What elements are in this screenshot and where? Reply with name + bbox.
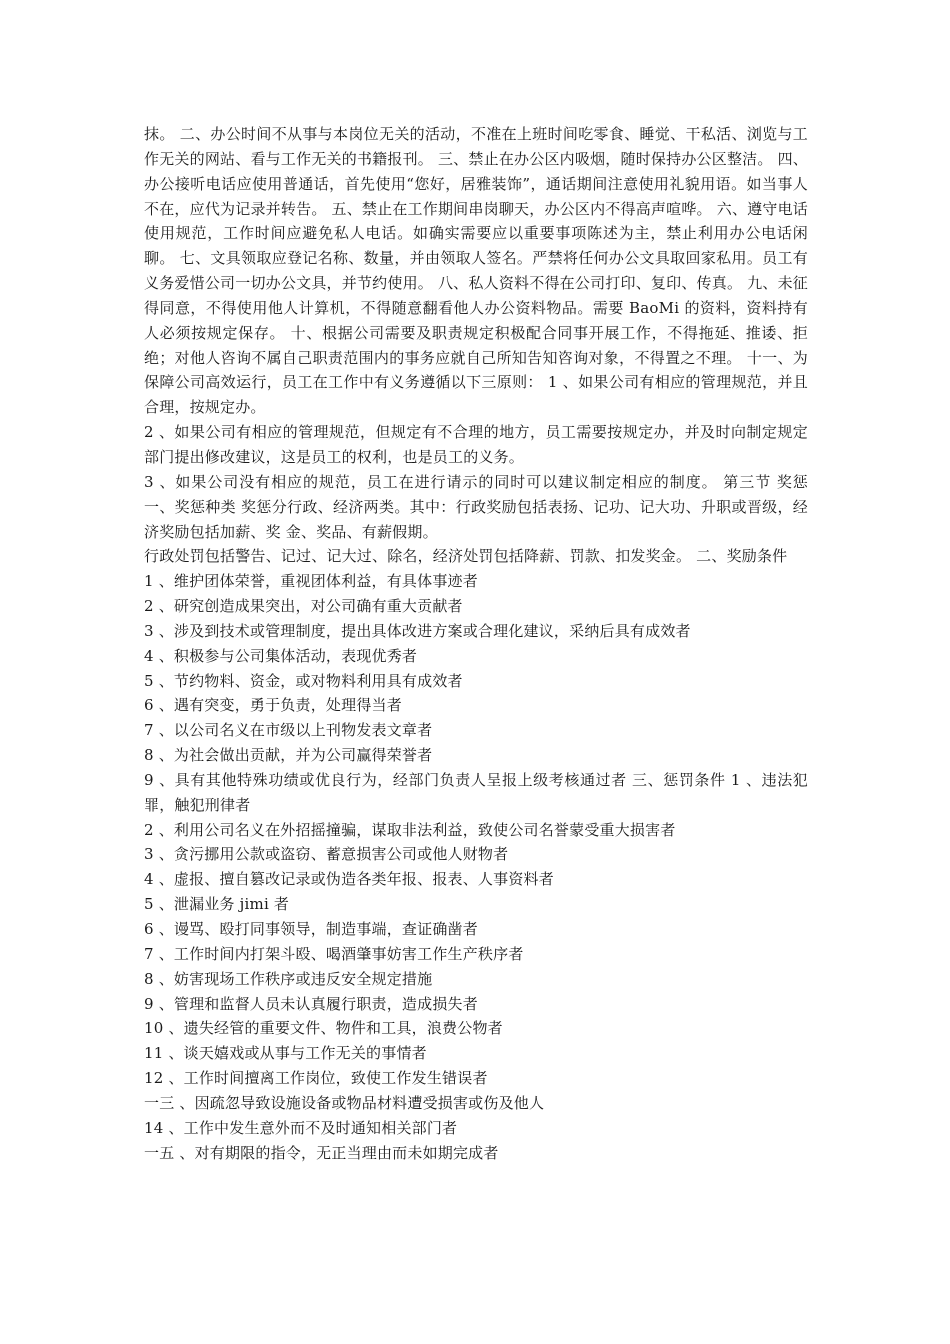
- list-item: 8 、为社会做出贡献，并为公司赢得荣誉者: [144, 746, 433, 765]
- document-body: [144, 122, 808, 1165]
- list-item: 10 、遗失经管的重要文件、物件和工具，浪费公物者: [144, 1019, 503, 1038]
- list-item: 12 、工作时间擅离工作岗位，致使工作发生错误者: [144, 1069, 488, 1088]
- list-item: 7 、以公司名义在市级以上刊物发表文章者: [144, 721, 433, 740]
- list-item: 1 、维护团体荣誉，重视团体利益，有具体事迹者: [144, 572, 478, 591]
- list-item: 5 、节约物料、资金，或对物料利用具有成效者: [144, 671, 463, 690]
- list-item: 一五 、对有期限的指令，无正当理由而未如期完成者: [144, 1143, 499, 1162]
- list-item: 6 、谩骂、殴打同事领导，制造事端，查证确凿者: [144, 920, 478, 938]
- list-item: 3 、涉及到技术或管理制度，提出具体改进方案或合理化建议，采纳后具有成效者: [144, 621, 691, 640]
- paragraph-principle-3: 3 、如果公司没有相应的规范，员工在进行请示的同时可以建议制定相应的制度。 第三节 奖惩 一、奖惩种类 奖惩分行政、经济两类。其中：行政奖励包括表扬、记功、记大功、升职或晋级，经济奖励包括加薪、奖 金、奖品、有薪假期。: [144, 472, 808, 541]
- paragraph-penalty-types: 行政处罚包括警告、记过、记大过、除名，经济处罚包括降薪、罚款、扣发奖金。 二、奖励条件: [144, 547, 788, 566]
- list-item: 11 、谈天嬉戏或从事与工作无关的事情者: [144, 1044, 427, 1063]
- list-item: 5 、泄漏业务 jimi 者: [144, 895, 290, 914]
- list-item: 4 、积极参与公司集体活动，表现优秀者: [144, 646, 418, 665]
- list-item: 3 、贪污挪用公款或盗窃、蓄意损害公司或他人财物者: [144, 845, 509, 864]
- list-item: 6 、遇有突变，勇于负责，处理得当者: [144, 696, 402, 715]
- list-item: 7 、工作时间内打架斗殴、喝酒肇事妨害工作生产秩序者: [144, 944, 524, 963]
- list-item: 一三 、因疏忽导致设施设备或物品材料遭受损害或伤及他人: [144, 1093, 545, 1112]
- paragraph-principle-2: 2 、如果公司有相应的管理规范，但规定有不合理的地方，员工需要按规定办，并及时向制定规定部门提出修改建议，这是员工的权利，也是员工的义务。: [144, 423, 808, 466]
- list-item: 8 、妨害现场工作秩序或违反安全规定措施: [144, 969, 433, 988]
- paragraph-office-rules: 抹。 二、办公时间不从事与本岗位无关的活动，不准在上班时间吃零食、睡觉、干私活、浏览与工作无关的网站、看与工作无关的书籍报刊。 三、禁止在办公区内吸烟，随时保持办公区整洁。 四、办公接听电话应使用普通话，首先使用“您好，居雅装饰”，通话期间注意使用礼貌用语。如当事人不在，应代为记录并转告。 五、禁止在工作期间串岗聊天，办公区内不得高声喧哗。 六、遵守电话使用规范，工作时间应避免私人电话。如确实需要应以重要事项陈述为主，禁止利用办公电话闲聊。 七、文具领取应登记名称、数量，并由领取人签名。严禁将任何办公文具取回家私用。员工有义务爱惜公司一切办公文具，并节约使用。 八、私人资料不得在公司打印、复印、传真。 九、未征得同意，不得使用他人计算机，不得随意翻看他人办公资料物品。需要 BaoMi 的资料，资料持有人必须按规定保存。 十、根据公司需要及职责规定积极配合同事开展工作，不得拖延、推诿、拒绝；对他人咨询不属自己职责范围内的事务应就自己所知告知咨询对象，不得置之不理。 十一、为保障公司高效运行，员工在工作中有义务遵循以下三原则： 1 、如果公司有相应的管理规范，并且合理，按规定办。: [144, 125, 808, 417]
- list-item: 14 、工作中发生意外而不及时通知相关部门者: [144, 1118, 458, 1137]
- list-item: 2 、利用公司名义在外招摇撞骗，谋取非法利益，致使公司名誉蒙受重大损害者: [144, 820, 676, 839]
- list-item: 4 、虚报、擅自篡改记录或伪造各类年报、报表、人事资料者: [144, 870, 554, 889]
- list-item: 9 、具有其他特殊功绩或优良行为，经部门负责人呈报上级考核通过者 三、惩罚条件 1 、违法犯罪，触犯刑律者: [144, 770, 808, 814]
- list-item: 9 、管理和监督人员未认真履行职责，造成损失者: [144, 994, 478, 1013]
- list-item: 2 、研究创造成果突出，对公司确有重大贡献者: [144, 597, 463, 616]
